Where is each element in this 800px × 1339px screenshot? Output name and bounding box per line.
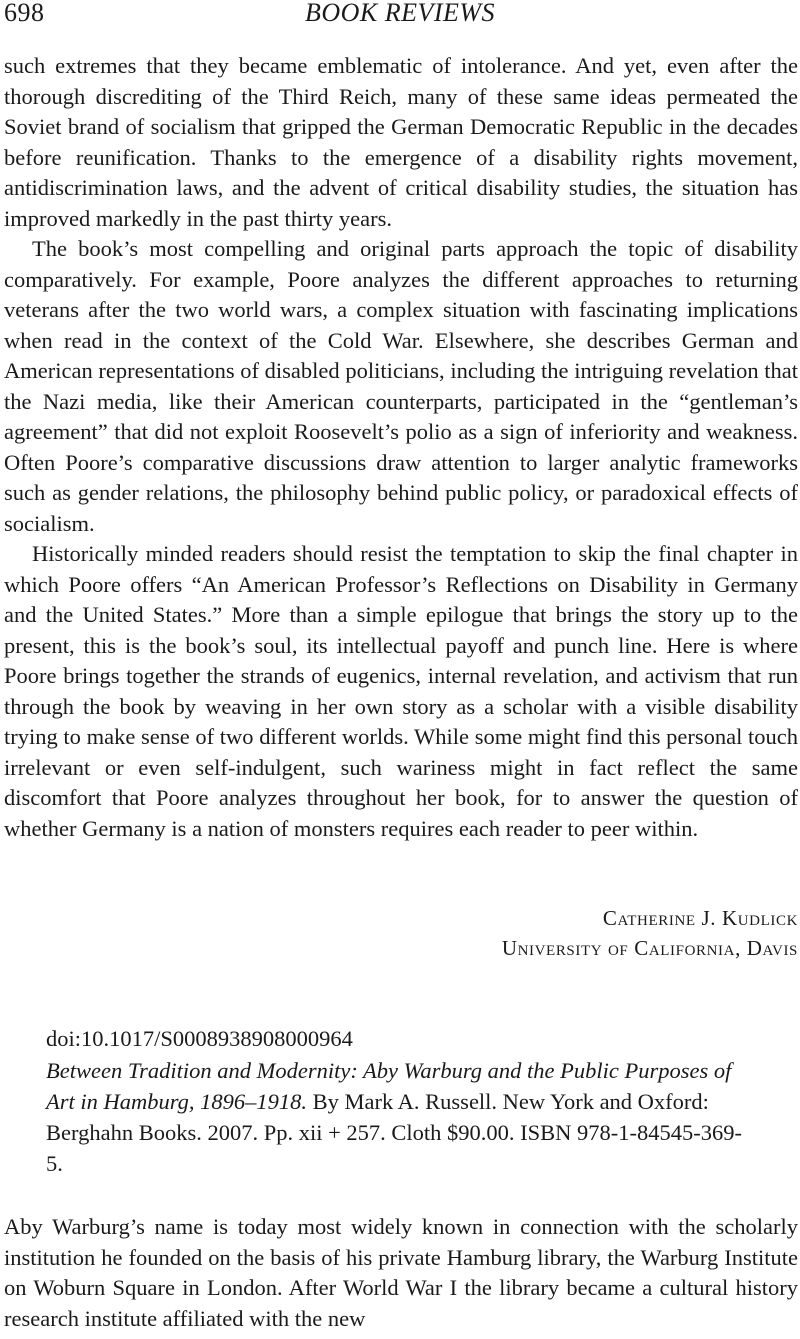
page-number: 698 [4,0,45,27]
doi-line: doi:10.1017/S0008938908000964 [46,1026,353,1051]
paragraph: Historically minded readers should resist the temptation to skip the final chapter in which Poore offers “An American Professor’s Reflections on Disability in Germany and the United States.” More than a simple epilogue that brings the story up to the present, this is the book’s soul, its intellectual payoff and punch line. Here is where Poore brings together the strands of eugenics, internal revelation, and activism that run through the book by weaving in her own story as a scholar with a visible disability trying to make sense of two different worlds. While some might find this personal touch irrelevant or even self-indulgent, such wariness might in fact reflect the same discomfort that Poore analyzes throughout her book, for to answer the question of whether Germany is a nation of monsters requires each reader to peer within. [4,541,798,841]
running-head-title: BOOK REVIEWS [304,0,496,27]
book-details: By Mark A. Russell. New York and Oxford: Berghahn Books. 2007. Pp. xii + 257. Cloth $90.00. ISBN 978-1-84545-369-5. [46,1089,743,1176]
paragraph: Aby Warburg’s name is today most widely known in connection with the scholarly institution he founded on the basis of his private Hamburg library, the Warburg Institute on Woburn Square in London. After World War I the library became a cultural history research institute affiliated with the new [4,1214,798,1331]
running-head [0,0,800,34]
paragraph: The book’s most compelling and original parts approach the topic of disability comparatively. For example, Poore analyzes the different approaches to returning veterans after the two world wars, a complex situation with fascinating implications when read in the context of the Cold War. Elsewhere, she describes German and American representations of disabled politicians, including the intriguing revelation that the Nazi media, like their American counterparts, participated in the “gentleman’s agreement” that did not exploit Roosevelt’s polio as a sign of inferiority and weakness. Often Poore’s comparative discussions draw attention to larger analytic frameworks such as gender relations, the philosophy behind public policy, or paradoxical effects of socialism. [4,236,798,536]
review-body [4,51,798,844]
book-title: Between Tradition and Modernity: Aby Warburg and the Public Purposes of Art in Hamburg, 1896–1918. [46,1058,732,1114]
reviewer-name: Catherine J. Kudlick [602,906,798,930]
book-citation [46,1055,758,1179]
review-body [4,1212,798,1334]
reviewer-affiliation: University of California, Davis [501,936,798,960]
paragraph: such extremes that they became emblematic of intolerance. And yet, even after the thorough discrediting of the Third Reich, many of these same ideas permeated the Soviet brand of socialism that gripped the German Democratic Republic in the decades before reunification. Thanks to the emergence of a disability rights movement, antidiscrimination laws, and the advent of critical disability studies, the situation has improved markedly in the past thirty years. [4,53,798,231]
